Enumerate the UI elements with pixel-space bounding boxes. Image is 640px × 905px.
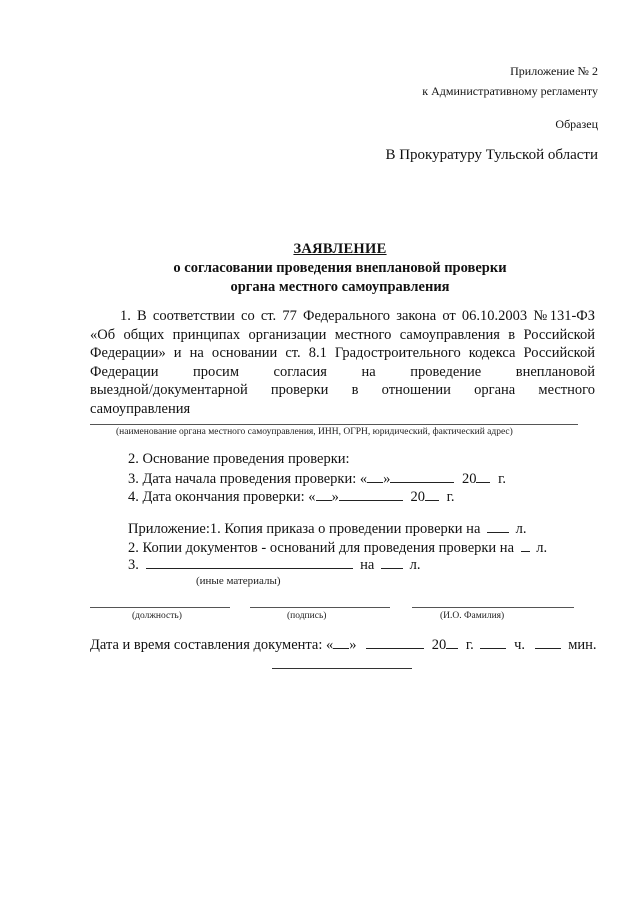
document-title: ЗАЯВЛЕНИЕ [293,241,387,257]
org-name-field-line[interactable] [90,424,578,425]
quote-close: » [331,489,339,505]
paragraph-line: самоуправления [90,400,191,417]
datetime-year-suffix: г. [465,637,474,653]
datetime-year-field[interactable] [446,636,458,649]
end-day-field[interactable] [316,488,332,501]
quote-close: » [349,637,357,653]
end-date-row [128,488,455,506]
attachment-line1-label: Приложение:1. Копия приказа о проведении проверки на [128,521,481,537]
end-date-label: 4. Дата окончания проверки: « [128,489,316,505]
paragraph-line: Федерации» и на основании ст. 8.1 Градостроительного кодекса Российской [90,345,595,361]
start-year-suffix: г. [498,471,507,487]
attachment2-pages-field[interactable] [521,539,530,552]
datetime-label: Дата и время составления документа: « [90,637,334,653]
paragraph-line: Федерации просим согласия на проведение внеплановой [90,363,595,380]
attachment-line2-label: 2. Копии документов - оснований для проведения проверки на [128,540,515,556]
org-name-caption: (наименование органа местного самоуправления, ИНН, ОГРН, юридический, фактический адрес) [116,427,513,437]
signature-field-line[interactable] [250,607,390,608]
appendix-number: Приложение № 2 [510,64,598,78]
datetime-year-prefix: 20 [431,637,447,653]
attachment-line3-number: 3. [128,557,139,573]
end-year-suffix: г. [446,489,455,505]
start-date-row [128,470,506,488]
start-month-field[interactable] [390,470,454,483]
position-caption: (должность) [132,611,182,621]
end-year-prefix: 20 [410,489,425,505]
name-caption: (И.О. Фамилия) [440,611,505,621]
pages-suffix: л. [536,540,548,556]
other-materials-field[interactable] [146,556,353,569]
attachment3-pages-field[interactable] [381,556,403,569]
datetime-day-field[interactable] [333,636,349,649]
minutes-suffix: мин. [568,637,597,653]
other-materials-caption: (иные материалы) [196,575,281,587]
paragraph-line: выездной/документарной проверки в отношении органа местного [90,382,595,398]
start-day-field[interactable] [367,470,383,483]
attachment-line1 [128,520,527,538]
attachment-line2 [128,539,547,557]
sample-label: Образец [555,117,598,131]
end-month-field[interactable] [339,488,403,501]
name-field-line[interactable] [412,607,574,608]
hours-suffix: ч. [514,637,525,653]
addressee: В Прокуратуру Тульской области [385,147,598,163]
basis-label: 2. Основание проведения проверки: [128,451,350,467]
quote-close: » [383,471,391,487]
start-year-prefix: 20 [461,471,477,487]
signature-caption: (подпись) [287,611,327,621]
datetime-hours-field[interactable] [480,636,506,649]
datetime-month-field[interactable] [366,636,424,649]
attachment1-pages-field[interactable] [487,520,509,533]
paragraph-line: 1. В соответствии со ст. 77 Федерального закона от 06.10.2003 №131-ФЗ [120,308,595,324]
start-year-field[interactable] [476,470,490,483]
start-date-label: 3. Дата начала проведения проверки: « [128,471,368,487]
appendix-reference: к Административному регламенту [422,84,598,98]
document-subtitle-line1: о согласовании проведения внеплановой проверки [173,260,507,276]
datetime-row [90,636,597,654]
request-paragraph [90,307,595,418]
closing-line[interactable] [272,668,412,669]
pages-suffix: л. [409,557,421,573]
attachment-line3-on: на [360,557,375,573]
paragraph-line: «Об общих принципах организации местного самоуправления в Российской [90,326,595,343]
attachment-line3 [128,556,420,574]
document-subtitle-line2: органа местного самоуправления [230,279,450,295]
end-year-field[interactable] [425,488,439,501]
pages-suffix: л. [515,521,527,537]
position-field-line[interactable] [90,607,230,608]
datetime-minutes-field[interactable] [535,636,561,649]
